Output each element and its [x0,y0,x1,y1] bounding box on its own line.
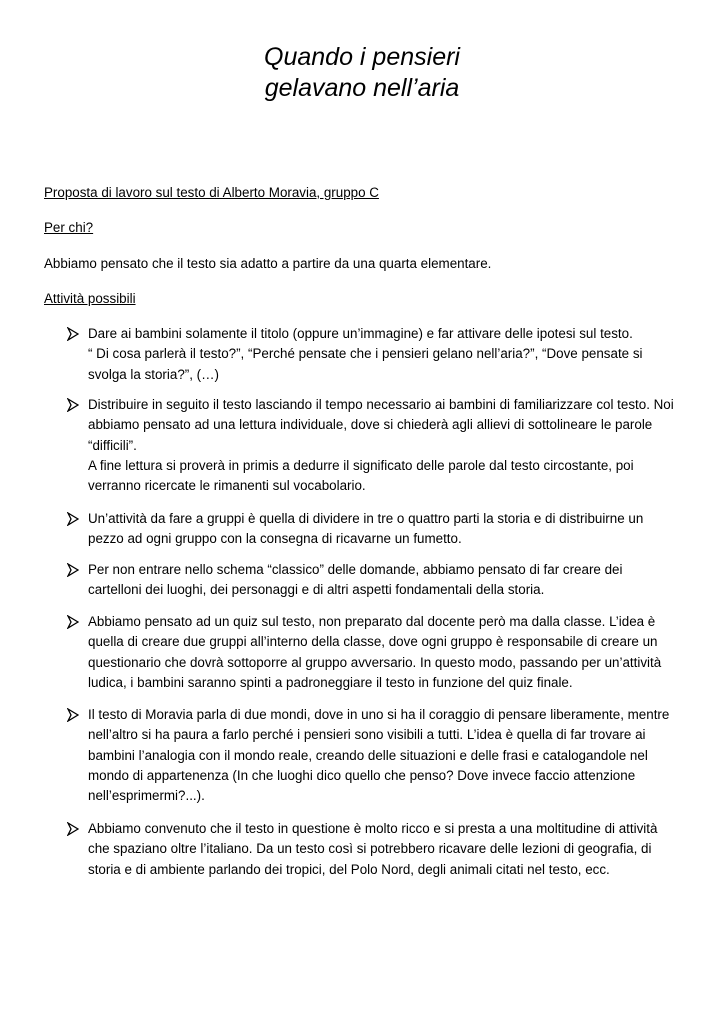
audience-text: Abbiamo pensato che il testo sia adatto a partire da una quarta elementare. [44,256,492,271]
arrowhead-bullet-icon [67,822,79,836]
list-item-line: “difficili”. [88,437,137,453]
list-item-line: abbiamo pensato ad una lettura individuale, dove si chiederà agli allievi di sottolineare le parole [88,417,653,433]
list-item-line: ludica, i bambini saranno spinti a padroneggiare il testo in funzione del quiz finale. [88,674,573,690]
list-item-text [88,819,688,880]
arrowhead-bullet-icon [67,615,79,629]
list-item-line: mondo di appartenenza (In che luoghi dico quello che penso? Dove invece faccio attenzione [88,767,636,783]
list-item-text [88,705,688,806]
list-item-line: “ Di cosa parlerà il testo?”, “Perché pensate che i pensieri gelano nell’aria?”, “Dove pensate si [88,346,643,362]
list-item-text [88,612,688,693]
list-item-line: cartelloni dei luoghi, dei personaggi e di altri aspetti fondamentali della storia. [88,582,545,598]
list-item-line: nell’altro si ha paura a farlo perché i pensieri sono visibili a tutti. L’idea è quella di far trovare ai [88,727,646,743]
activities-heading: Attività possibili [44,291,136,306]
list-item-line: Il testo di Moravia parla di due mondi, dove in uno si ha il coraggio di pensare liberamente, mentre [88,707,670,722]
list-item-line: svolga la storia?”, (…) [88,366,219,382]
list-item-text [88,395,688,496]
list-item-text [88,324,688,385]
list-item-line: Un’attività da fare a gruppi è quella di dividere in tre o quattro parti la storia e di distribuirne un [88,511,644,526]
list-item-line: questionario che dovrà sottoporre al gruppo avversario. In questo modo, passando per un’attività [88,654,662,670]
list-item-line: Distribuire in seguito il testo lasciando il tempo necessario ai bambini di familiarizzare col testo. Noi [88,397,674,412]
list-item-text [88,560,688,601]
list-item-line: Per non entrare nello schema “classico” delle domande, abbiamo pensato di far creare dei [88,562,623,577]
audience-heading: Per chi? [44,220,94,235]
arrowhead-bullet-icon [67,398,79,412]
list-item-line: Abbiamo convenuto che il testo in questione è molto ricco e si presta a una moltitudine di attività [88,821,658,836]
arrowhead-bullet-icon [67,512,79,526]
list-item-line: Dare ai bambini solamente il titolo (oppure un’immagine) e far attivare delle ipotesi sul testo. [88,326,633,341]
list-item-line: Abbiamo pensato ad un quiz sul testo, non preparato dal docente però ma dalla classe. L’idea è [88,614,656,629]
list-item-line: quella di creare due gruppi all’interno della classe, dove ogni gruppo è responsabile di creare un [88,634,658,650]
list-item-line: nell’esprimermi?...). [88,788,205,804]
intro-line: Proposta di lavoro sul testo di Alberto Moravia, gruppo C [44,185,379,200]
list-item-line: bambini l’analogia con il mondo reale, creando delle situazioni e delle frasi e catalogandole nel [88,747,648,763]
document-title [0,42,724,104]
arrowhead-bullet-icon [67,327,79,341]
list-item-line: A fine lettura si proverà in primis a dedurre il significato delle parole dal testo circostante, poi [88,457,634,473]
title-line-1: Quando i pensieri [264,43,460,71]
list-item-line: verranno ricercate le rimanenti sul vocabolario. [88,478,366,494]
list-item-line: che spaziano oltre l’italiano. Da un testo così si potrebbero ricavare delle lezioni di geografia, di [88,841,652,857]
arrowhead-bullet-icon [67,708,79,722]
list-item-line: storia e di ambiente parlando dei tropici, del Polo Nord, degli animali citati nel testo, ecc. [88,861,610,877]
arrowhead-bullet-icon [67,563,79,577]
list-item-line: pezzo ad ogni gruppo con la consegna di ricavarne un fumetto. [88,531,462,547]
title-line-2: gelavano nell’aria [264,74,460,102]
list-item-text [88,509,688,550]
